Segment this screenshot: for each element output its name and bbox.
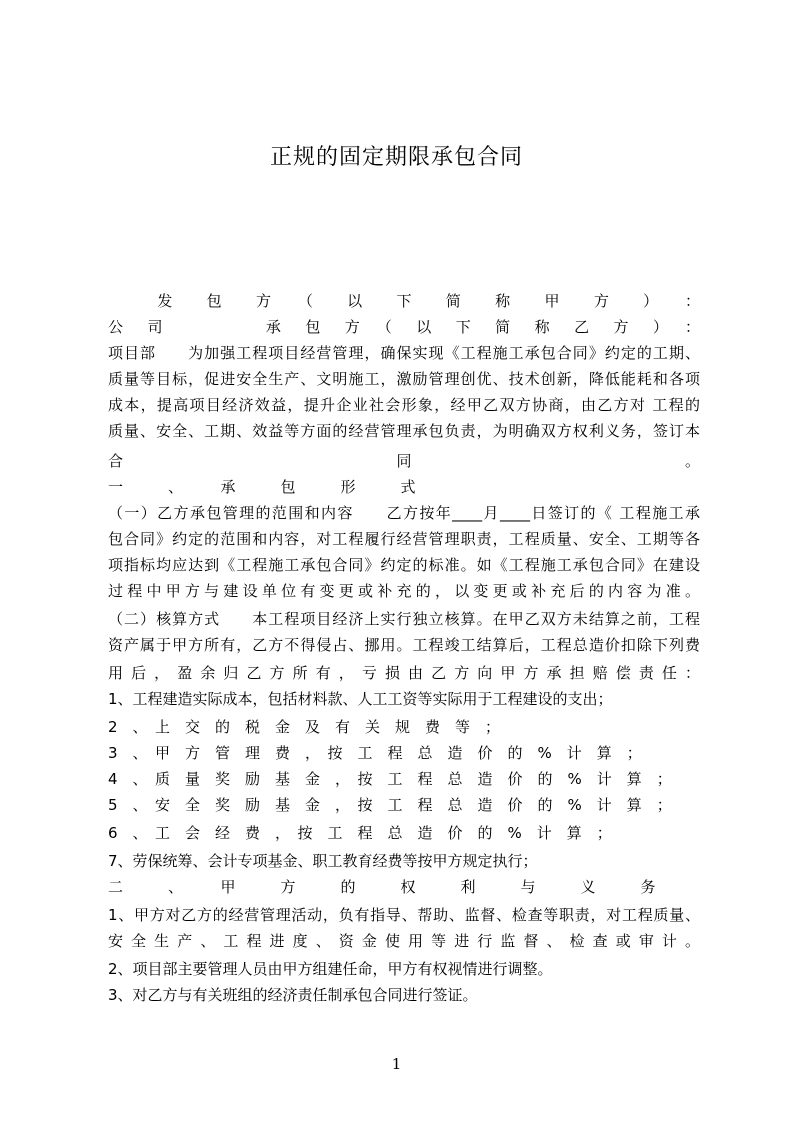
paragraph-line: 质量等目标，促进安全生产、文明施工，激励管理创优、技术创新，降低能耗和各项 [108,370,700,388]
list-item: 3、对乙方与有关班组的经济责任制承包合同进行签证。 [108,986,478,1004]
paragraph-line: 安全生产、工程进度、资金使用等进行监督、检查或审计。 [108,932,700,950]
paragraph-line: 资产属于甲方所有，乙方不得侵占、挪用。工程竣工结算后，工程总造价扣除下列费 [108,636,700,654]
paragraph-line: （一）乙方承包管理的范围和内容 乙方按年____月____日签订的《 工程施工承 [108,504,700,522]
paragraph-line: 用后，盈余归乙方所有，亏损由乙方向甲方承担赔偿责任： [108,664,700,682]
paragraph-line: 项指标均应达到《工程施工承包合同》约定的标准。如《工程施工承包合同》在建设 [108,556,700,574]
list-item: 3 、 甲 方 管 理 费 ， 按 工 程 总 造 价 的 % 计 算 ； [108,744,642,762]
paragraph-line: 项目部 为加强工程项目经营管理，确保实现《工程施工承包合同》约定的工期、 [108,344,700,362]
list-item: 1、工程建造实际成本，包括材料款、人工工资等实际用于工程建设的支出； [108,690,613,708]
paragraph-line: 过程中甲方与建设单位有变更或补充的，以变更或补充后的内容为准。 [108,582,700,600]
list-item: 6 、 工 会 经 费 ， 按 工 程 总 造 价 的 % 计 算 ； [108,824,612,842]
paragraph-line: 发 包 方 （ 以 下 简 称 甲 方 ） ： [108,292,700,310]
paragraph-line: 包合同》约定的范围和内容，对工程履行经营管理职责，工程质量、安全、工期等各 [108,530,700,548]
section-heading: 一 、 承 包 形 式 [108,478,416,496]
paragraph-line: 成本，提高项目经济效益，提升企业社会形象，经甲乙双方协商，由乙方对 工程的 [108,396,700,414]
list-item: 4 、 质 量 奖 励 基 金 ， 按 工 程 总 造 价 的 % 计 算 ； [108,770,672,788]
paragraph-line: 公 司 承 包 方 （ 以 下 简 称 乙 方 ） ： [108,318,700,336]
page-number: 1 [391,1055,402,1073]
list-item: 7、劳保统筹、会计专项基金、职工教育经费等按甲方规定执行； [108,852,538,870]
paragraph-line: 合 同 。 [108,452,700,470]
paragraph-line: （二）核算方式 本工程项目经济上实行独立核算。在甲乙双方未结算之前，工程 [108,610,700,628]
list-item: 5 、 安 全 奖 励 基 金 ， 按 工 程 总 造 价 的 % 计 算 ； [108,796,672,814]
paragraph-line: 质量、安全、工期、效益等方面的经营管理承包负责，为明确双方权利义务，签订本 [108,422,700,440]
paragraph-line: 1、甲方对乙方的经营管理活动，负有指导、帮助、监督、检查等职责，对工程质量、 [108,906,700,924]
document-title: 正规的固定期限承包合同 [269,145,523,170]
list-item: 2、项目部主要管理人员由甲方组建任命，甲方有权视情进行调整。 [108,960,553,978]
section-heading: 二 、 甲 方 的 权 利 与 义 务 [108,878,656,896]
list-item: 2 、 上 交 的 税 金 及 有 关 规 费 等 ； [108,718,501,736]
